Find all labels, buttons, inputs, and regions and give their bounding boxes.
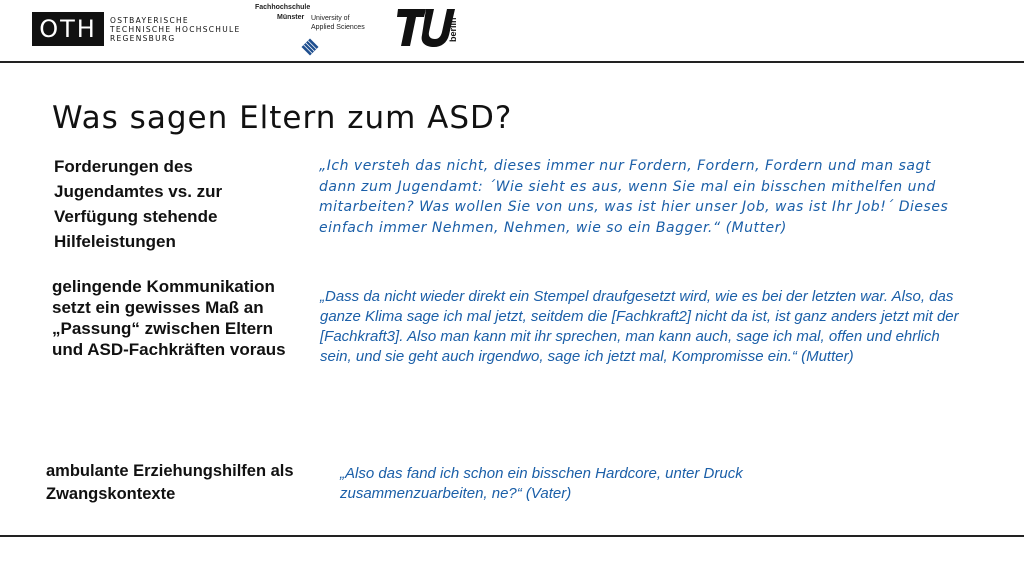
oth-logo-text [110, 16, 241, 43]
quote-mother-2: „Dass da nicht wieder direkt ein Stempel draufgesetzt wird, wie es bei der letzten war. Also, das ganze Klima sage ich mal jetzt, seitdem die [Fachkraft2] nicht da ist, ist ganz anders jetzt mit der [Fachkraft3]. Also man kann mit ihr sprechen, man kann auch, sage ich mal, offen und ehrlich sein, und sie geht auch irgendwo, sage ich jetzt mal, Kompromisse ein.“ (Mutter) [320, 288, 959, 365]
fh-logo-line2: Münster [277, 14, 305, 21]
footer-divider [0, 535, 1024, 537]
oth-logo-mark: OTH [32, 12, 104, 46]
oth-logo-line: REGENSBURG [110, 33, 176, 43]
slide-title: Was sagen Eltern zum ASD? [52, 100, 513, 136]
fh-muenster-logo [255, 4, 375, 56]
oth-logo [32, 12, 241, 46]
logo-bar [0, 0, 1024, 62]
quote-mother-1: „Ich versteh das nicht, dieses immer nur Fordern, Fordern, Fordern und man sagt dann zum Jugendamt: ´Wie sieht es aus, wenn Sie mal ein bisschen mithelfen und mitarbeiten? Was wollen Sie von uns, was ist hier unser Job, was ist Ihr Job!´ Dieses einfach immer Nehmen, Nehmen, wie so ein Bagger.“ (Mutter) [319, 158, 949, 236]
oth-logo-line: TECHNISCHE HOCHSCHULE [110, 24, 241, 34]
fh-logo-line1: Fachhochschule [255, 4, 311, 11]
tu-logo-text: berlin [448, 17, 458, 42]
topic-demands: Forderungen des Jugendamtes vs. zur Verfügung stehende Hilfeleistungen [54, 157, 223, 251]
fh-logo-subtitle-line: University of [311, 15, 350, 22]
topic-coercive-contexts: ambulante Erziehungshilfen als Zwangskontexte [46, 462, 294, 503]
tu-berlin-logo [396, 6, 466, 50]
header-divider [0, 61, 1024, 63]
fh-logo-subtitle [311, 14, 365, 32]
quote-father: „Also das fand ich schon ein bisschen Hardcore, unter Druck zusammenzuarbeiten, ne?“ (Vater) [340, 465, 743, 502]
fh-emblem-icon [301, 38, 319, 56]
oth-logo-line: OSTBAYERISCHE [110, 15, 189, 25]
fh-logo-subtitle-line: Applied Sciences [311, 24, 365, 31]
topic-communication: gelingende Kommunikation setzt ein gewisses Maß an „Passung“ zwischen Eltern und ASD-Fachkräften voraus [52, 277, 286, 359]
